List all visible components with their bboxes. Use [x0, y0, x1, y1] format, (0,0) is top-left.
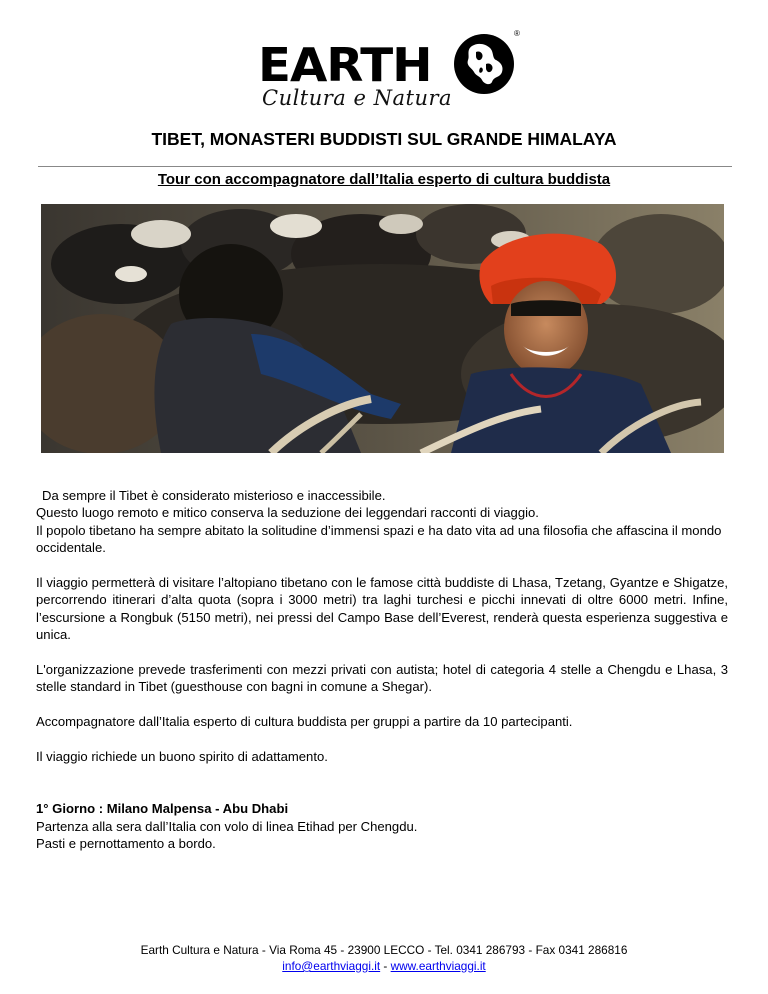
website-link[interactable]: www.earthviaggi.it — [390, 959, 486, 973]
intro-line-3: Il popolo tibetano ha sempre abitato la solitudine d’immensi spazi e ha dato vita ad una filosofia che affascina il mondo occidentale. — [36, 522, 722, 556]
page-subtitle: Tour con accompagnatore dall’Italia esperto di cultura buddista — [157, 171, 611, 188]
email-link[interactable]: info@earthviaggi.it — [282, 959, 381, 973]
adaptation-paragraph: Il viaggio richiede un buono spirito di adattamento. — [36, 749, 328, 765]
intro-line-2: Questo luogo remoto e mitico conserva la seduzione dei leggendari racconti di viaggio. — [36, 505, 539, 521]
intro-paragraph — [36, 487, 728, 557]
footer-address: Earth Cultura e Natura - Via Roma 45 - 23900 LECCO - Tel. 0341 286793 - Fax 0341 286816 — [140, 943, 628, 957]
registered-mark: ® — [514, 29, 520, 38]
title-divider — [38, 166, 732, 167]
footer-links — [0, 958, 768, 974]
guide-paragraph: Accompagnatore dall’Italia esperto di cultura buddista per gruppi a partire da 10 partecipanti. — [36, 714, 573, 730]
earth-logo — [258, 30, 522, 110]
page-title: TIBET, MONASTERI BUDDISTI SUL GRANDE HIMALAYA — [151, 129, 617, 149]
tibet-herders-photo — [41, 204, 724, 453]
logo-tagline: Cultura e Natura — [262, 86, 453, 110]
intro-line-1: Da sempre il Tibet è considerato misterioso e inaccessibile. — [42, 488, 386, 503]
tour-description — [36, 487, 728, 870]
day-1-section — [36, 800, 728, 852]
day-1-line-2: Pasti e pernottamento a bordo. — [36, 836, 216, 852]
organization-paragraph: L'organizzazione prevede trasferimenti con mezzi privati con autista; hotel di categoria 4 stelle a Chengdu e Lhasa, 3 stelle standard in Tibet (guesthouse con bagni in comune a Shegar). — [36, 662, 728, 695]
day-1-line-1: Partenza alla sera dall’Italia con volo di linea Etihad per Chengdu. — [36, 818, 418, 834]
day-1-title: 1° Giorno : Milano Malpensa - Abu Dhabi — [36, 801, 289, 817]
page-footer — [0, 942, 768, 974]
logo-wordmark: EARTH — [258, 38, 432, 92]
itinerary-paragraph: Il viaggio permetterà di visitare l’altopiano tibetano con le famose città buddiste di Lhasa, Tzetang, Gyantze e Shigatze, percorrendo itinerari d’alta quota (sopra i 3000 metri) tra laghi turchesi e picchi innevati di oltre 6000 metri. Infine, l’escursione a Rongbuk (5150 metri), nei pressi del Campo Base dell’Everest, renderà questa esperienza suggestiva e unica. — [36, 575, 728, 643]
globe-icon — [452, 32, 516, 96]
footer-separator: - — [380, 959, 391, 973]
